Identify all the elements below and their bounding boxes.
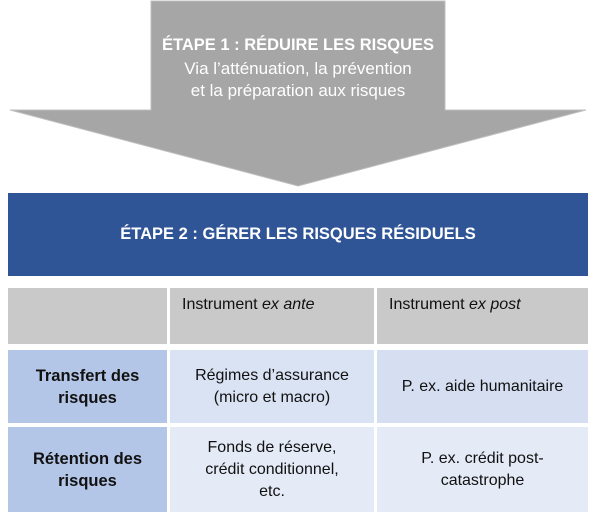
cell-transfert-ex-post-line1: P. ex. aide humanitaire bbox=[401, 377, 564, 395]
row-label-transfert-line2: risques bbox=[58, 388, 117, 407]
cell-retention-ex-ante-line2: crédit conditionnel, bbox=[205, 460, 339, 478]
step1-description-line1: Via l’atténuation, la prévention bbox=[184, 59, 412, 78]
cell-retention-ex-ante-line3: etc. bbox=[259, 482, 285, 500]
step1-description-line2: et la préparation aux risques bbox=[190, 81, 406, 100]
header-ex-ante-italic: ex ante bbox=[262, 296, 315, 313]
step1-title: ÉTAPE 1 : RÉDUIRE LES RISQUES bbox=[162, 36, 434, 54]
cell-retention-ex-ante-line1: Fonds de réserve, bbox=[207, 438, 337, 456]
cell-transfert-ex-ante-line2: (micro et macro) bbox=[213, 388, 331, 406]
row-label-transfert-line1: Transfert des bbox=[35, 366, 140, 385]
cell-retention-ex-post-line2: catastrophe bbox=[440, 471, 525, 489]
row-label-retention-line1: Rétention des bbox=[32, 449, 143, 468]
cell-transfert-ex-post bbox=[377, 350, 588, 423]
row-label-transfert bbox=[8, 350, 167, 423]
header-ex-post-italic: ex post bbox=[469, 296, 521, 313]
step1-description bbox=[150, 58, 446, 102]
row-label-retention-line2: risques bbox=[58, 471, 117, 490]
header-ex-ante-prefix: Instrument bbox=[182, 296, 263, 313]
cell-retention-ex-post bbox=[377, 427, 588, 512]
row-label-retention bbox=[8, 427, 167, 512]
cell-transfert-ex-ante-line1: Régimes d’assurance bbox=[195, 366, 349, 384]
header-empty-cell bbox=[8, 288, 167, 344]
cell-retention-ex-ante bbox=[170, 427, 374, 512]
cell-transfert-ex-ante bbox=[170, 350, 374, 423]
cell-retention-ex-post-line1: P. ex. crédit post- bbox=[421, 449, 544, 467]
header-ex-post bbox=[377, 288, 588, 344]
step2-banner: ÉTAPE 2 : GÉRER LES RISQUES RÉSIDUELS bbox=[8, 193, 588, 276]
header-ex-ante bbox=[170, 288, 374, 344]
header-ex-post-prefix: Instrument bbox=[389, 296, 470, 313]
